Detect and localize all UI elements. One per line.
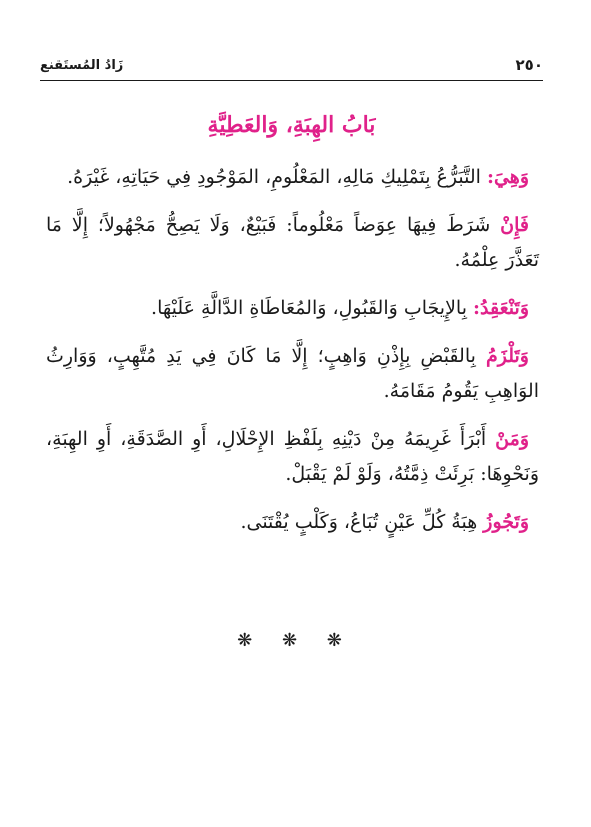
running-header bbox=[40, 56, 543, 78]
section-separator: ❋ ❋ ❋ bbox=[237, 630, 354, 651]
paragraph-keyword: فَإِنْ bbox=[500, 214, 529, 236]
body-text bbox=[46, 160, 539, 553]
paragraph-text: بِالقَبْضِ بِإِذْنِ وَاهِبٍ؛ إِلَّا مَا كَانَ فِي يَدِ مُتَّهِبٍ، وَوَارِثُ الوَاهِبِ يَقُومُ مَقَامَهُ. bbox=[46, 345, 539, 402]
chapter-title: بَابُ الهِبَةِ، وَالعَطِيَّةِ bbox=[207, 112, 376, 138]
paragraph-release bbox=[46, 422, 539, 492]
paragraph-keyword: وَتَنْعَقِدُ: bbox=[473, 297, 529, 319]
book-title: زَادُ المُستَقنع bbox=[40, 58, 124, 73]
paragraph-keyword: وَتَجُوزُ bbox=[483, 511, 529, 533]
paragraph-formation bbox=[46, 291, 539, 326]
paragraph-definition bbox=[46, 160, 539, 195]
paragraph-keyword: وَهِيَ: bbox=[486, 166, 529, 188]
paragraph-binding bbox=[46, 339, 539, 409]
paragraph-text: هِبَةُ كُلِّ عَيْنٍ تُبَاعُ، وَكَلْبٍ يُقْتَنَى. bbox=[240, 511, 484, 533]
header-rule bbox=[40, 80, 543, 81]
paragraph-text: شَرَطَ فِيهَا عِوَضاً مَعْلُوماً: فَبَيْعٌ، وَلَا يَصِحُّ مَجْهُولاً؛ إِلَّا مَا تَعَذَّرَ عِلْمُهُ. bbox=[46, 214, 539, 271]
paragraph-text: التَّبَرُّعُ بِتَمْلِيكِ مَالِهِ، المَعْلُومِ، المَوْجُودِ فِي حَيَاتِهِ، غَيْرَهُ. bbox=[67, 166, 487, 188]
paragraph-text: بِالإِيجَابِ وَالقَبُولِ، وَالمُعَاطَاةِ الدَّالَّةِ عَلَيْهَا. bbox=[151, 297, 474, 319]
paragraph-text: أَبْرَأَ غَرِيمَهُ مِنْ دَيْنِهِ بِلَفْظِ الإِحْلَالِ، أَوِ الصَّدَقَةِ، أَوِ الهِبَةِ، وَنَحْوِهَا: بَرِئَتْ ذِمَّتُهُ، وَلَوْ لَمْ يَقْبَلْ. bbox=[46, 428, 539, 485]
page-number: ٢٥٠ bbox=[515, 56, 543, 74]
paragraph-keyword: وَمَنْ bbox=[495, 428, 529, 450]
paragraph-permissible bbox=[46, 505, 539, 540]
paragraph-condition bbox=[46, 208, 539, 278]
paragraph-keyword: وَتَلْزَمُ bbox=[485, 345, 529, 367]
